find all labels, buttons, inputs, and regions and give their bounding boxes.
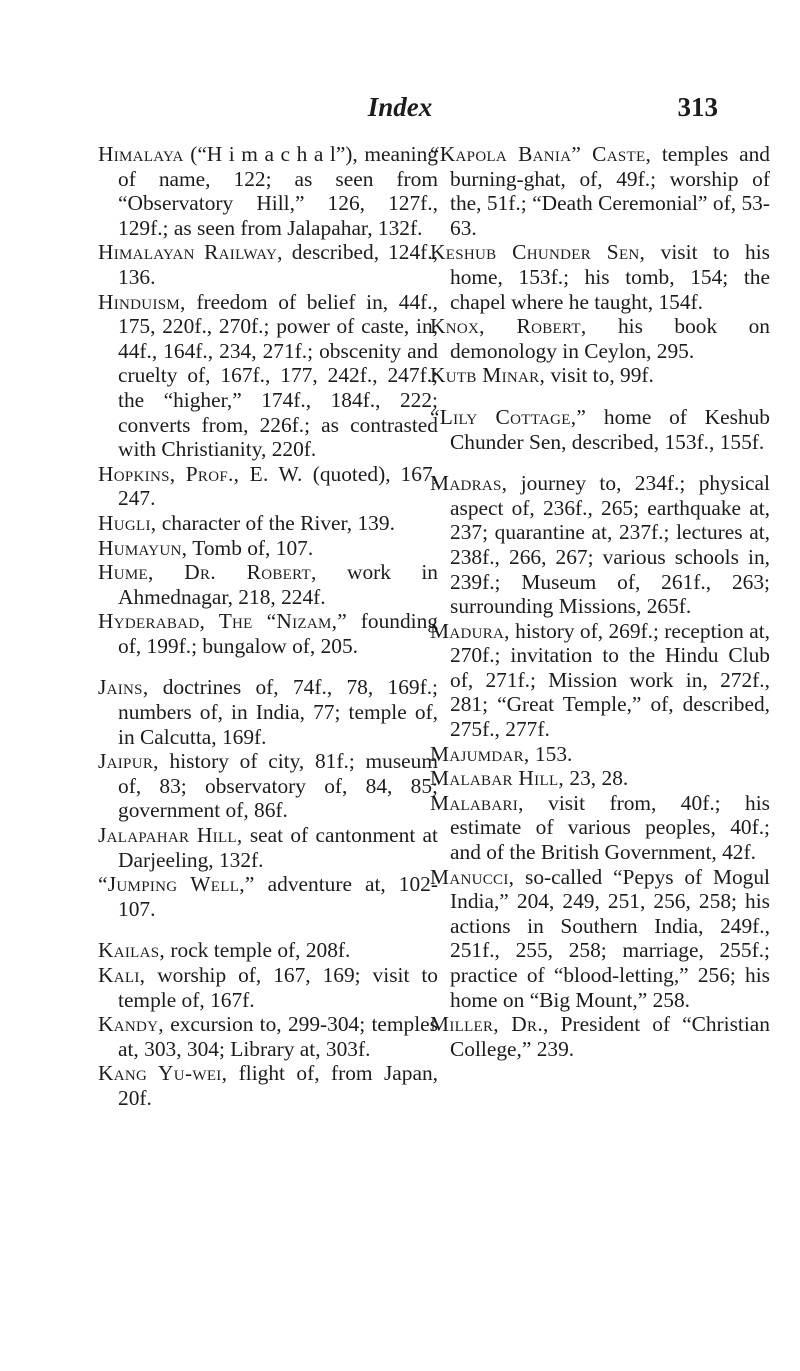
index-entry bbox=[98, 462, 438, 511]
index-entry bbox=[430, 314, 770, 363]
entry-text: journey to, 234f.; physical aspect of, 236f., 265; earthquake at, 237; quarantine at, 237f.; lectures at, 238f., 266, 267; various schools in, 239f.; Museum of, 261f., 263; surrounding Missions, 265f. bbox=[450, 471, 770, 619]
entry-text: excursion to, 299-304; temples at, 303, 304; Library at, 303f. bbox=[118, 1012, 438, 1061]
index-entry bbox=[98, 560, 438, 609]
entry-headword: Manucci, bbox=[430, 864, 515, 889]
index-entry bbox=[98, 1061, 438, 1110]
entry-headword: “Kapola Bania” Caste, bbox=[430, 142, 652, 166]
entry-text: visit from, 40f.; his estimate of various peoples, 40f.; and of the British Government, 42f. bbox=[450, 790, 770, 865]
entry-text: worship of, 167, 169; visit to temple of, 167f. bbox=[118, 963, 438, 1012]
index-entry bbox=[98, 749, 438, 823]
entry-headword: Hopkins, Prof., E. W. bbox=[98, 461, 303, 486]
entry-headword: Keshub Chunder Sen, bbox=[430, 240, 646, 265]
entry-headword: Humayun, bbox=[98, 535, 188, 560]
entry-text: character of the River, 139. bbox=[156, 510, 395, 535]
entry-text: Tomb of, 107. bbox=[187, 535, 314, 560]
entry-headword: Himalayan Railway, bbox=[98, 240, 283, 265]
index-entry bbox=[430, 471, 770, 619]
entry-text: rock temple of, 208f. bbox=[165, 938, 351, 963]
entry-text: founding of, 199f.; bungalow of, 205. bbox=[118, 609, 438, 658]
index-entry bbox=[98, 823, 438, 872]
entry-headword: Hinduism, bbox=[98, 289, 186, 314]
index-entry bbox=[98, 511, 438, 536]
entry-headword: Kutb Minar, bbox=[430, 363, 546, 388]
entry-text: visit to, 99f. bbox=[545, 363, 654, 388]
index-entry bbox=[430, 363, 770, 388]
index-entry bbox=[430, 1012, 770, 1061]
entry-text: doctrines of, 74f., 78, 169f.; numbers of, in India, 77; temple of, in Calcutta, 169f. bbox=[118, 675, 438, 749]
entry-text: history of city, 81f.; museum of, 83; observatory of, 84, 85; government of, 86f. bbox=[118, 749, 438, 823]
entry-headword: Knox, Robert, bbox=[430, 314, 587, 339]
entry-text: (“H i m a c h a l”), meaning of name, 122; as seen from “Observatory Hill,” 126, 127f., 129f.; as seen from Jalapahar, 132f. bbox=[118, 142, 438, 240]
entry-text: home of Keshub Chunder Sen, described, 153f., 155f. bbox=[450, 404, 770, 454]
index-entry bbox=[98, 536, 438, 561]
entry-headword: Madras, bbox=[430, 471, 508, 496]
entry-text: work in Ahmednagar, 218, 224f. bbox=[118, 560, 438, 609]
entry-headword: Majumdar, bbox=[430, 741, 530, 766]
entry-text: freedom of belief in, 44f., 175, 220f., 270f.; power of caste, in, 44f., 164f., 234, 271f.; obscenity and cruelty of, 167f., 177, 242f., 247f.; the “higher,” 174f., 184f., 222; converts from, 226f.; as contrasted with Christianity, 220f. bbox=[118, 289, 438, 462]
entry-text: adventure at, 102-107. bbox=[118, 872, 438, 921]
index-entry bbox=[430, 405, 770, 454]
entry-text: 153. bbox=[529, 741, 573, 766]
entry-headword: “Jumping Well,” bbox=[98, 872, 255, 897]
entry-headword: Kandy, bbox=[98, 1012, 164, 1037]
index-entry bbox=[430, 619, 770, 742]
entry-headword: Kali, bbox=[98, 963, 146, 987]
entry-text: his book on demonology in Ceylon, 295. bbox=[450, 314, 770, 363]
index-entry bbox=[98, 872, 438, 921]
entry-text: (quoted), 167, 247. bbox=[118, 461, 438, 511]
entry-text: history of, 269f.; reception at, 270f.; invitation to the Hindu Club of, 271f.; Mission work in, 272f., 281; “Great Temple,” of, described, 275f., 277f. bbox=[450, 618, 770, 742]
index-entry bbox=[430, 766, 770, 791]
entry-headword: Jaipur, bbox=[98, 749, 159, 774]
index-column-left bbox=[98, 142, 438, 1111]
entry-text: so-called “Pepys of Mogul India,” 204, 249, 251, 256, 258; his actions in Southern India, 249f., 251f., 255, 258; marriage, 255f.; practice of “blood-letting,” 256; his home on “Big Mount,” 258. bbox=[450, 864, 770, 1012]
index-entry bbox=[430, 742, 770, 767]
index-entry bbox=[98, 142, 438, 240]
entry-headword: “Lily Cottage,” bbox=[430, 404, 587, 429]
index-entry bbox=[430, 865, 770, 1013]
index-column-right bbox=[430, 142, 770, 1061]
entry-text: described, 124f., 136. bbox=[118, 240, 438, 289]
entry-headword: Malabar Hill, bbox=[430, 766, 565, 791]
entry-headword: Kailas, bbox=[98, 938, 166, 963]
entry-headword: Hume, Dr. Robert, bbox=[98, 560, 317, 585]
index-entry bbox=[98, 963, 438, 1012]
entry-headword: Kang Yu-wei, bbox=[98, 1061, 228, 1086]
page-header bbox=[0, 88, 800, 128]
index-entry bbox=[430, 240, 770, 314]
entry-text: temples and burning-ghat, of, 49f.; worship of the, 51f.; “Death Ceremonial” of, 53-63. bbox=[450, 142, 770, 240]
entry-headword: Jalapahar Hill, bbox=[98, 823, 243, 848]
index-entry bbox=[430, 791, 770, 865]
entry-text: 23, 28. bbox=[564, 766, 629, 791]
page-title: Index bbox=[367, 92, 433, 122]
entry-headword: Miller, Dr., bbox=[430, 1012, 549, 1037]
entry-headword: Malabari, bbox=[430, 790, 524, 815]
index-entry bbox=[98, 938, 438, 963]
entry-headword: Hyderabad, The “Nizam,” bbox=[98, 609, 348, 634]
entry-headword: Madura, bbox=[430, 618, 510, 643]
index-entry bbox=[98, 1012, 438, 1061]
index-entry bbox=[98, 675, 438, 749]
index-entry bbox=[98, 240, 438, 289]
entry-text: flight of, from Japan, 20f. bbox=[118, 1061, 439, 1110]
entry-headword: Jains, bbox=[98, 675, 149, 700]
index-entry bbox=[98, 290, 438, 462]
entry-text: visit to his home, 153f.; his tomb, 154; the chapel where he taught, 154f. bbox=[450, 240, 770, 314]
entry-text: seat of cantonment at Darjeeling, 132f. bbox=[118, 823, 438, 872]
page-number: 313 bbox=[677, 92, 718, 122]
entry-text: President of “Christian College,” 239. bbox=[450, 1012, 770, 1061]
entry-headword: Hugli, bbox=[98, 510, 157, 535]
entry-headword: Himalaya bbox=[98, 142, 184, 166]
index-entry bbox=[98, 609, 438, 658]
index-entry bbox=[430, 142, 770, 240]
